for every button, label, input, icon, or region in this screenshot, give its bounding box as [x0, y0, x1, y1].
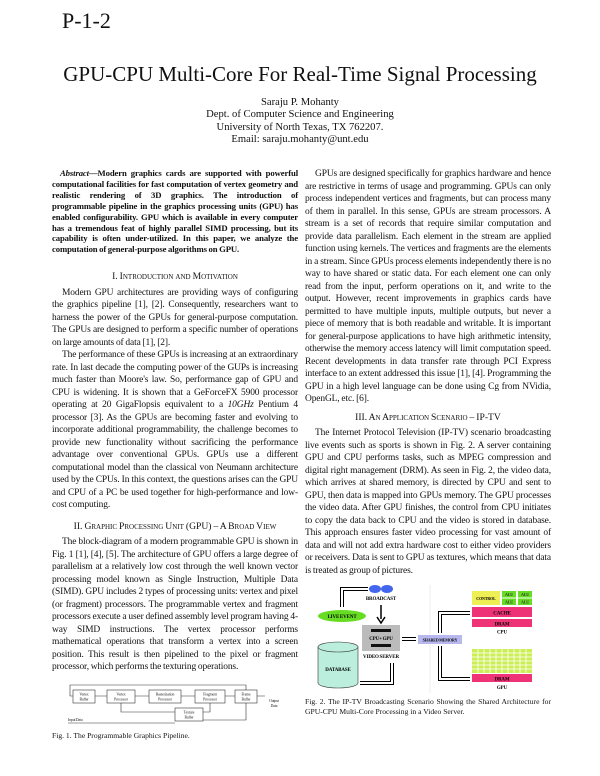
rasterization-label: Processor: [158, 697, 172, 702]
author-dept: Dept. of Computer Science and Engineering: [206, 109, 394, 121]
author-univ: University of North Texas, TX 762207.: [216, 121, 384, 133]
paper-title: GPU-CPU Multi-Core For Real-Time Signal Processing: [63, 62, 537, 86]
para-math: 10GHz: [227, 400, 254, 411]
section-1-para-2: [52, 349, 298, 512]
paper-code: P-1-2: [62, 8, 111, 33]
section-2-heading: II. Graphic Processing Unit (GPU) – A Broad View: [73, 520, 277, 532]
video-server-label: VIDEO SERVER: [363, 655, 399, 660]
author-block: [0, 97, 600, 147]
section-3-para-1: The Internet Protocol Television (IP-TV) scenario broadcasting live events such as sports is shown in Fig. 2. A server containing GPU and CPU performs tasks, such as MPEG compression and digital right management (DRM). As seen in Fig. 2, the video data, which arrives at shared memory, is directed by CPU and sent to GPU, then data is mapped into GPUs memory. The GPU processes the video data. After GPU finishes, the control from CPU initiates to copy the data back to CPU and the video is stored in database. This approach ensures faster video processing for vast amount of data and will not add extra hardware cost to either video providers or receivers. Data is sent to GPU as textures, which means that data is treated as group of pictures.: [305, 428, 551, 576]
satellite-dish-icon: [369, 585, 393, 593]
rasterization-label: Rasterization: [155, 692, 175, 697]
database-label: DATABASE: [325, 668, 351, 673]
cache-label: CACHE: [493, 611, 511, 617]
author-email: Email: saraju.mohanty@unt.edu: [231, 134, 369, 146]
author-name: Saraju P. Mohanty: [261, 97, 339, 108]
texture-buffer-label: Buffer: [184, 715, 194, 720]
fragment-processor-label: Processor: [203, 697, 217, 702]
para-text: Pentium 4 processor [3]. As the GPUs are becoming faster and evolving to incorporate additional programmability, the challenge becomes to provide new functionality without sacrificing the performance advantage over conventional GPUs. GPUs use a different computational model than the classical von Neumann architecture used by the CPUs. In this context, the questions arises can the GPU and CPU of a PC be used together for high-performance and low-cost computing.: [52, 400, 298, 511]
vertex-buffer-label: Buffer: [79, 697, 89, 702]
cpu-gpu-label: CPU+ GPU: [369, 637, 393, 642]
figure-1-caption: Fig. 1. The Programmable Graphics Pipeline.: [52, 730, 190, 740]
output-label: Output: [269, 698, 279, 703]
alu-label: ALU: [504, 599, 514, 605]
abstract: [52, 168, 298, 255]
shared-memory-label: SHARED MEMORY: [422, 637, 458, 643]
input-data-label: Input Data: [68, 717, 83, 722]
alu-label: ALU: [520, 592, 530, 597]
texture-buffer-label: Texture: [183, 710, 195, 715]
figure-1-pipeline: [65, 682, 285, 727]
gpu-dram-label: DRAM: [494, 677, 510, 683]
figure-2-caption: Fig. 2. The IP-TV Broadcasting Scenario Showing the Shared Architecture for GPU-CPU Multi-Core Processing in a Video Server.: [305, 697, 551, 716]
vertex-processor-label: Vertex: [116, 692, 126, 697]
cpu-label: CPU: [497, 630, 507, 636]
output-label: Data: [270, 703, 278, 708]
section-1-para-1: Modern GPU architectures are providing ways of configuring the graphics pipeline [1], [2]. Consequently, researchers want to harness the power of the GPUs for general-purpose computation. The GPUs are designed to perform a specific number of operations on large amounts of data [1], [2].: [52, 287, 298, 348]
vertex-buffer-label: Vertex: [79, 692, 89, 697]
para-text: The performance of these GPUs is increasing at an extraordinary rate. In last decade the computing power of the GUPs is increasing much faster than Moore's law. So, performance gap of GPU and CPU is widening. It is shown that a GeForceFX 5900 processor operating at 20 GigaFlopsis equivalent to a: [52, 350, 298, 411]
section-2-para-2: GPUs are designed specifically for graphics hardware and hence are restrictive in terms of usage and programming. GPUs can only process independent vertices and fragments, but can process many of them in parallel. In this sense, GPUs are stream processors. A stream is a set of records that require similar computation and provide data parallelism. Each element in the stream are applied function using kernels. The vertices and fragments are the elements in a stream. Since GPUs process elements independently there is no way to have shared or static data. For each element one can only read from the input, perform operations on it, and write to the output. However, recent improvements in graphics cards have permitted to have multiple inputs, multiple outputs, but never a piece of memory that is both readable and writable. It is important for general-purpose applications to have high arithmetic intensity, otherwise the memory access latency will limit computation speed. Recent developments in data transfer rate through PCI Express interface to an extent addressed this issue [1], [4]. Programming the GPU in a high level language can be done using Cg from NVidia, OpenGL, etc. [6].: [305, 169, 551, 404]
live-event-label: LIVE EVENT: [327, 615, 357, 620]
frame-buffer-label: Frame: [241, 692, 251, 697]
figure-2-iptv: [312, 585, 544, 693]
right-column: [305, 168, 551, 717]
broadcast-label: BROADCAST: [365, 597, 397, 602]
alu-label: ALU: [504, 592, 514, 597]
frame-buffer-label: Buffer: [241, 697, 251, 702]
fragment-processor-label: Fragment: [203, 692, 217, 697]
alu-label: ALU: [520, 599, 530, 605]
control-label: CONTROL: [476, 596, 496, 601]
vertex-processor-label: Processor: [114, 697, 128, 702]
left-column: [52, 168, 298, 741]
cpu-dram-label: DRAM: [494, 622, 510, 628]
gpu-label: GPU: [496, 686, 508, 691]
section-3-heading: III. An Application Scenario – IP-TV: [355, 411, 501, 423]
section-2-para-1: The block-diagram of a modern programmable GPU is shown in Fig. 1 [1], [4], [5]. The architecture of GPU offers a large degree of parallelism at a relatively low cost through the well known vector processing model known as Single Instruction, Multiple Data (SIMD). GPU includes 2 types of processing units: vertex and pixel (or fragment) processors. The programmable vertex and fragment processors execute a user defined assembly level program having 4-way SIMD instructions. The vertex processor performs mathematical operations that transform a vertex into a screen position. This result is then pipelined to the pixel or fragment processor, which performs the texturing operations.: [52, 537, 298, 673]
abstract-text: —Modern graphics cards are supported with powerful computational facilities for fast computation of vertex geometry and realistic rendering of 3D graphics. The introduction of programmable pipeline in the graphics processing units (GPU) has enabled configurability. GPU which is available in every computer has a tremendous feat of highly parallel SIMD processing, but its capability is often under-utilized. In this paper, we analyze the computation of general-purpose algorithms on GPU.: [52, 168, 298, 255]
abstract-label: Abstract: [60, 168, 89, 178]
section-1-heading: I. Introduction and Motivation: [112, 271, 238, 283]
